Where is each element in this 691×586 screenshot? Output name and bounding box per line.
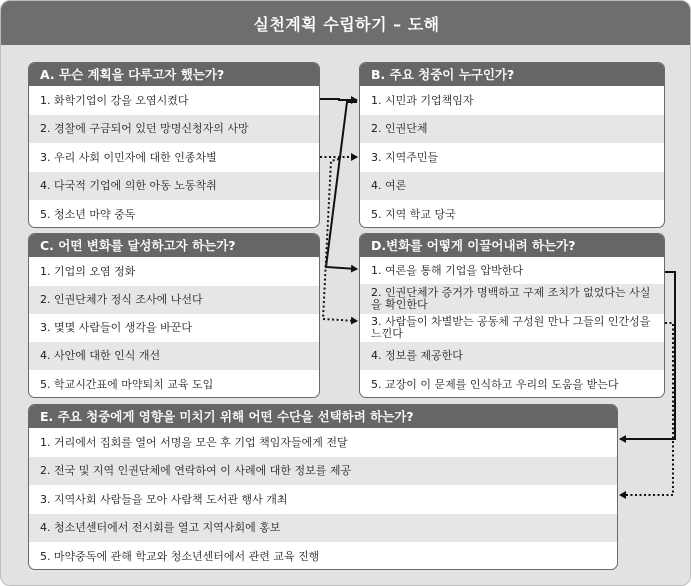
panel-e-title: E. 주요 청중에게 영향을 미치기 위해 어떤 수단을 선택하려 하는가? <box>29 405 617 428</box>
panel-a-title: A. 무슨 계획을 다루고자 했는가? <box>29 63 319 86</box>
panel-d <box>359 233 665 398</box>
panel-d-item-1: 1. 여론을 통해 기업을 압박한다 <box>371 263 523 277</box>
panel-c <box>28 233 320 398</box>
panel-c-item-5: 5. 학교시간표에 마약퇴치 교육 도입 <box>40 377 214 391</box>
panel-c-item-4: 4. 사안에 대한 인식 개선 <box>29 342 319 370</box>
panel-e <box>28 404 618 570</box>
panel-b-item-5: 5. 지역 학교 당국 <box>371 207 456 221</box>
panel-b <box>359 62 665 228</box>
panel-e-item-1: 1. 거리에서 집회를 열어 서명을 모은 후 기업 책임자들에게 전달 <box>40 435 348 449</box>
panel-d-item-2: 2. 인권단체가 증거가 명백하고 구제 조치가 없었다는 사실을 확인한다 <box>360 284 664 314</box>
arrow-a1-to-b1 <box>320 99 357 100</box>
panel-a-item-2: 2. 경찰에 구금되어 있던 망명신청자의 사망 <box>29 115 319 143</box>
panel-c-title: C. 어떤 변화를 달성하고자 하는가? <box>29 234 319 257</box>
panel-d-item-5: 5. 교장이 이 문제를 인식하고 우리의 도움을 받는다 <box>371 377 619 391</box>
panel-b-item-2: 2. 인권단체 <box>360 115 664 143</box>
panel-e-item-5: 5. 마약중독에 관해 학교와 청소년센터에서 관련 교육 진행 <box>40 549 320 563</box>
panel-d-item-3: 3. 사람들이 차별받는 공동체 구성원 만나 그들의 인간성을 느낀다 <box>371 315 651 340</box>
panel-a-item-1: 1. 화학기업이 강을 오염시켰다 <box>40 93 189 107</box>
panel-a-item-4: 4. 다국적 기업에 의한 아동 노동착취 <box>29 172 319 200</box>
panel-a-item-5: 5. 청소년 마약 중독 <box>40 207 136 221</box>
panel-d-item-4: 4. 정보를 제공한다 <box>360 342 664 370</box>
panel-e-item-2: 2. 전국 및 지역 인권단체에 연락하여 이 사례에 대한 정보를 제공 <box>29 457 617 485</box>
page-title <box>1 1 691 45</box>
page-title-text: 실천계획 수립하기 – 도해 <box>253 14 440 34</box>
panel-e-item-3: 3. 지역사회 사람들을 모아 사람책 도서관 행사 개최 <box>40 492 288 506</box>
panel-b-item-1: 1. 시민과 기업책임자 <box>371 93 474 107</box>
panel-b-item-3: 3. 지역주민들 <box>371 150 439 164</box>
panel-a-item-3: 3. 우리 사회 이민자에 대한 인종차별 <box>40 150 217 164</box>
panel-c-item-1: 1. 기업의 오염 정화 <box>40 264 136 278</box>
panel-b-item-4: 4. 여론 <box>360 172 664 200</box>
panel-c-item-3: 3. 몇몇 사람들이 생각을 바꾼다 <box>40 321 192 334</box>
panel-d-title: D.변화를 어떻게 이끌어내려 하는가? <box>360 234 664 257</box>
panel-c-item-2: 2. 인권단체가 정식 조사에 나선다 <box>29 286 319 314</box>
arrow-b1-to-d1 <box>326 102 357 269</box>
panel-a <box>28 62 320 228</box>
panel-b-title: B. 주요 청중이 누구인가? <box>360 63 664 86</box>
panel-e-item-4: 4. 청소년센터에서 전시회를 열고 지역사회에 홍보 <box>29 514 617 542</box>
arrow-b3-to-d3 <box>323 159 357 321</box>
